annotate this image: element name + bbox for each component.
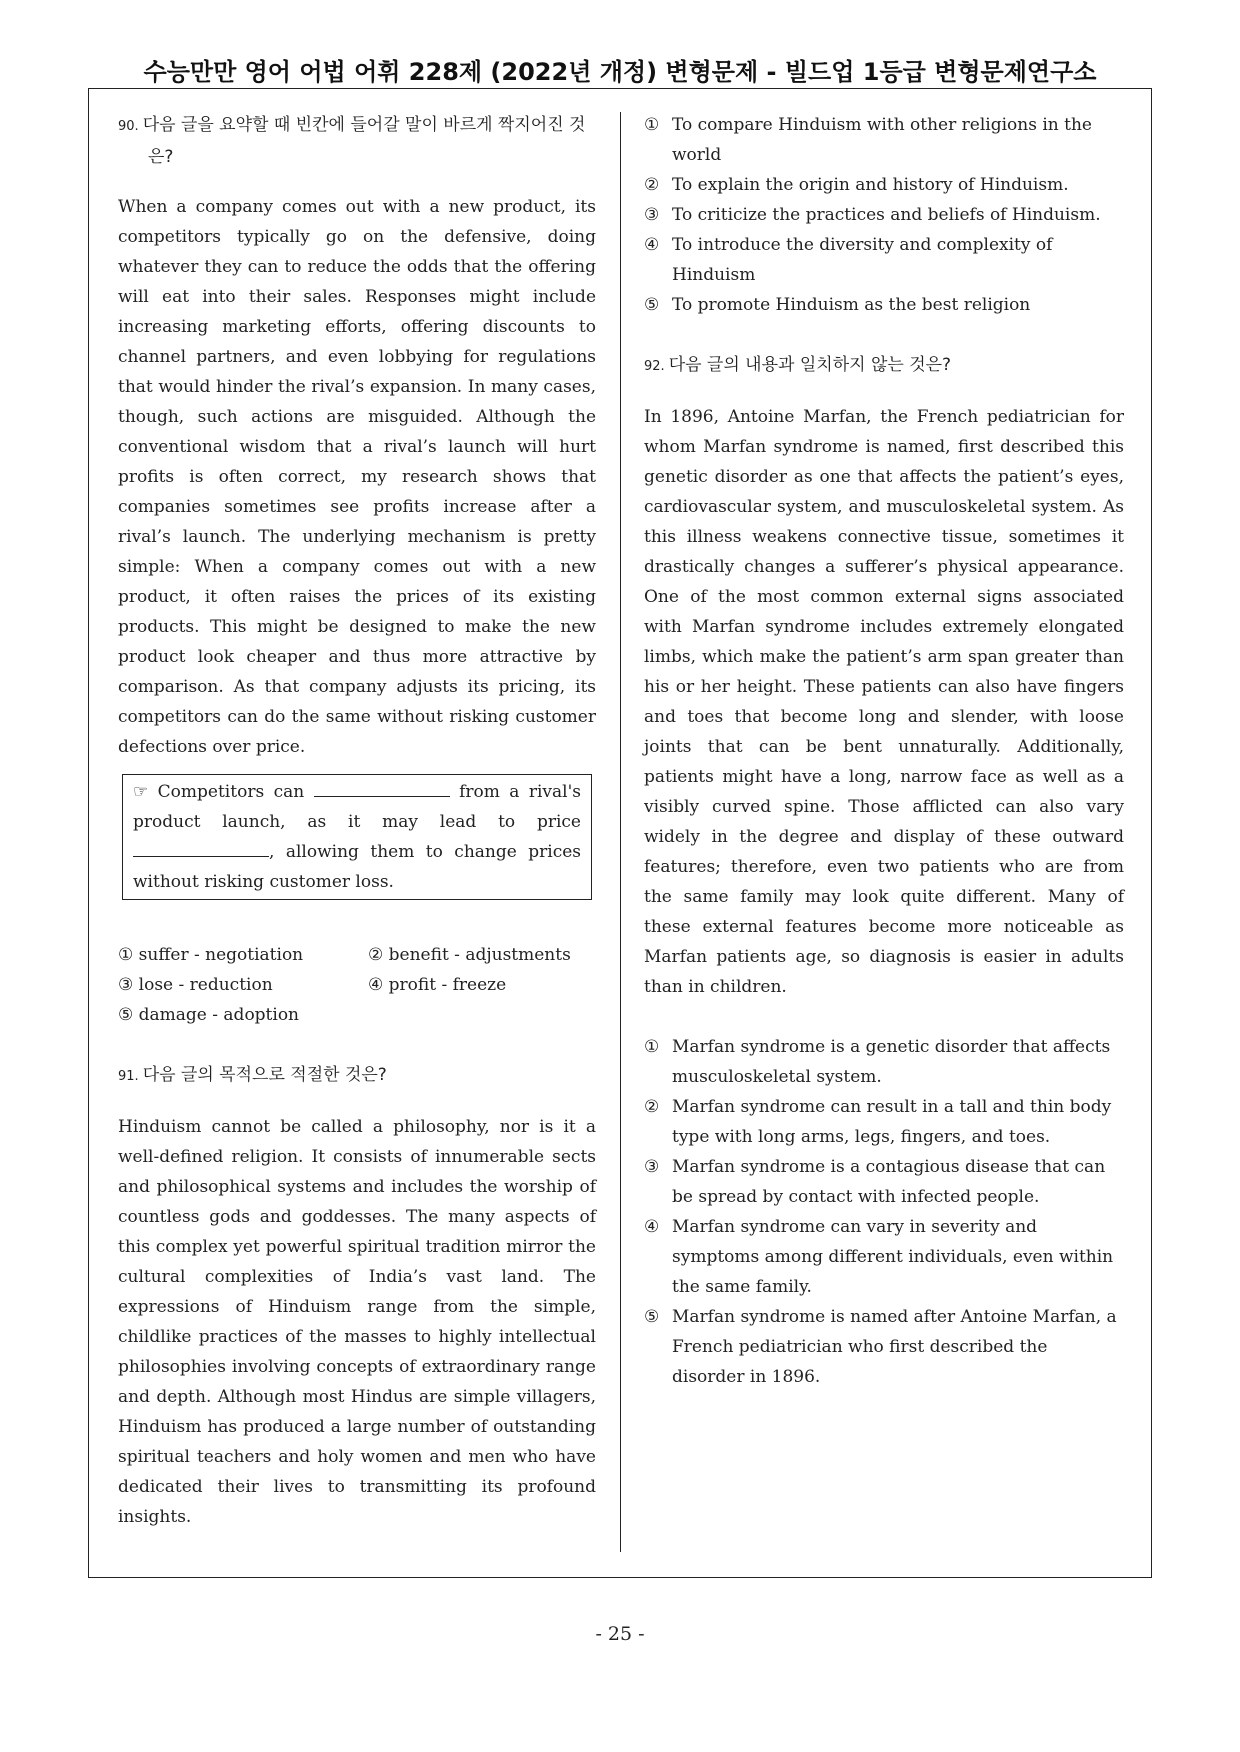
question-number: 92. [644, 359, 665, 374]
choice-text: profit - freeze [388, 975, 507, 995]
choice-number: ⑤ [118, 1005, 134, 1025]
choice-number: ④ [644, 1217, 660, 1237]
choice-2[interactable] [644, 170, 1124, 200]
right-column [644, 110, 1124, 1392]
choice-2[interactable] [644, 1092, 1124, 1152]
choice-text: To explain the origin and history of Hinduism. [672, 175, 1069, 195]
summary-box [122, 774, 592, 900]
choice-text: Marfan syndrome can vary in severity and symptoms among different individuals, even within the same family. [672, 1217, 1114, 1297]
choice-1[interactable] [644, 110, 1124, 170]
choice-number: ③ [644, 1157, 660, 1177]
question-prompt: 다음 글의 내용과 일치하지 않는 것은? [668, 355, 952, 375]
question-90-choices [118, 940, 596, 1030]
choice-number: ④ [644, 235, 660, 255]
question-91-passage: Hinduism cannot be called a philosophy, nor is it a well-defined religion. It consists of innumerable sects and philosophical systems and includes the worship of countless gods and goddesses. The many aspects of this complex yet powerful spiritual tradition mirror the cultural complexities of India’s vast land. The expressions of Hinduism range from the simple, childlike practices of the masses to highly intellectual philosophies involving concepts of extraordinary range and depth. Although most Hindus are simple villagers, Hinduism has produced a large number of outstanding spiritual teachers and holy women and men who have dedicated their lives to transmitting its profound insights. [118, 1117, 596, 1527]
choice-4[interactable] [368, 970, 596, 1000]
choice-number: ② [644, 1097, 660, 1117]
summary-text-1: ☞ Competitors can [133, 782, 305, 802]
choice-text: Marfan syndrome is a genetic disorder that affects musculoskeletal system. [672, 1037, 1111, 1087]
choice-4[interactable] [644, 1212, 1124, 1302]
choice-number: ① [644, 115, 660, 135]
question-prompt: 다음 글을 요약할 때 빈칸에 들어갈 말이 바르게 짝지어진 것은? [142, 115, 586, 167]
question-92-passage: In 1896, Antoine Marfan, the French pediatrician for whom Marfan syndrome is named, first described this genetic disorder as one that affects the patient’s eyes, cardiovascular system, and musculoskeletal system. As this illness weakens connective tissue, sometimes it drastically changes a sufferer’s physical appearance. One of the most common external signs associated with Marfan syndrome includes extremely elongated limbs, which make the patient’s arm span greater than his or her height. These patients can also have fingers and toes that become long and slender, with loose joints that can be bent unnaturally. Additionally, patients might have a long, narrow face as well as a visibly curved spine. Those afflicted can also vary widely in the degree and display of these outward features; therefore, even two patients who are from the same family may look quite different. Many of these external features become more noticeable as Marfan patients age, so diagnosis is easier in adults than in children. [644, 407, 1124, 997]
choice-text: Marfan syndrome can result in a tall and thin body type with long arms, legs, fingers, and toes. [672, 1097, 1112, 1147]
question-92-choices [644, 1032, 1124, 1392]
choice-5[interactable] [118, 1000, 368, 1030]
choice-text: Marfan syndrome is named after Antoine Marfan, a French pediatrician who first described the disorder in 1896. [672, 1307, 1117, 1387]
choice-number: ③ [644, 205, 660, 225]
choice-number: ① [118, 945, 134, 965]
question-prompt: 다음 글의 목적으로 적절한 것은? [142, 1065, 387, 1085]
summary-text-3: , allowing them to change prices without risking customer loss. [133, 842, 581, 892]
choice-4[interactable] [644, 230, 1124, 290]
choice-number: ② [368, 945, 384, 965]
choice-text: suffer - negotiation [138, 945, 304, 965]
choice-3[interactable] [118, 970, 368, 1000]
question-90-title [118, 110, 596, 172]
column-divider [620, 112, 621, 1552]
question-number: 91. [118, 1069, 139, 1084]
choice-text: lose - reduction [138, 975, 273, 995]
choice-number: ③ [118, 975, 134, 995]
question-number: 90. [118, 119, 139, 134]
choice-number: ② [644, 175, 660, 195]
choice-text: To compare Hinduism with other religions in the world [672, 115, 1092, 165]
left-column [118, 110, 596, 1532]
choice-1[interactable] [644, 1032, 1124, 1092]
blank-a [314, 778, 450, 797]
page-number: - 25 - [595, 1623, 645, 1645]
choice-5[interactable] [644, 290, 1124, 320]
choice-2[interactable] [368, 940, 596, 970]
choice-number: ⑤ [644, 1307, 660, 1327]
question-91-title [118, 1060, 596, 1092]
choice-3[interactable] [644, 200, 1124, 230]
choice-text: benefit - adjustments [388, 945, 571, 965]
choice-text: damage - adoption [138, 1005, 300, 1025]
blank-b [133, 838, 269, 857]
choice-number: ④ [368, 975, 384, 995]
choice-3[interactable] [644, 1152, 1124, 1212]
choice-text: To promote Hinduism as the best religion [672, 295, 1031, 315]
summary-text-2: from a rival's product launch, as it may lead to price [133, 782, 581, 832]
choice-1[interactable] [118, 940, 368, 970]
question-90-passage: When a company comes out with a new product, its competitors typically go on the defensive, doing whatever they can to reduce the odds that the offering will eat into their sales. Responses might include increasing marketing efforts, offering discounts to channel partners, and even lobbying for regulations that would hinder the rival’s expansion. In many cases, though, such actions are misguided. Although the conventional wisdom that a rival’s launch will hurt profits is often correct, my research shows that companies sometimes see profits increase after a rival’s launch. The underlying mechanism is pretty simple: When a company comes out with a new product, it often raises the prices of its existing products. This might be designed to make the new product look cheaper and thus more attractive by comparison. As that company adjusts its pricing, its competitors can do the same without risking customer defections over price. [118, 197, 596, 757]
question-92-title [644, 350, 1124, 382]
page-header: 수능만만 영어 어법 어휘 228제 (2022년 개정) 변형문제 - 빌드업 1등급 변형문제연구소 [143, 58, 1097, 86]
choice-text: Marfan syndrome is a contagious disease that can be spread by contact with infected people. [672, 1157, 1106, 1207]
choice-number: ① [644, 1037, 660, 1057]
choice-number: ⑤ [644, 295, 660, 315]
choice-5[interactable] [644, 1302, 1124, 1392]
choice-text: To criticize the practices and beliefs of Hinduism. [672, 205, 1101, 225]
choice-text: To introduce the diversity and complexity of Hinduism [672, 235, 1053, 285]
question-91-choices [644, 110, 1124, 320]
